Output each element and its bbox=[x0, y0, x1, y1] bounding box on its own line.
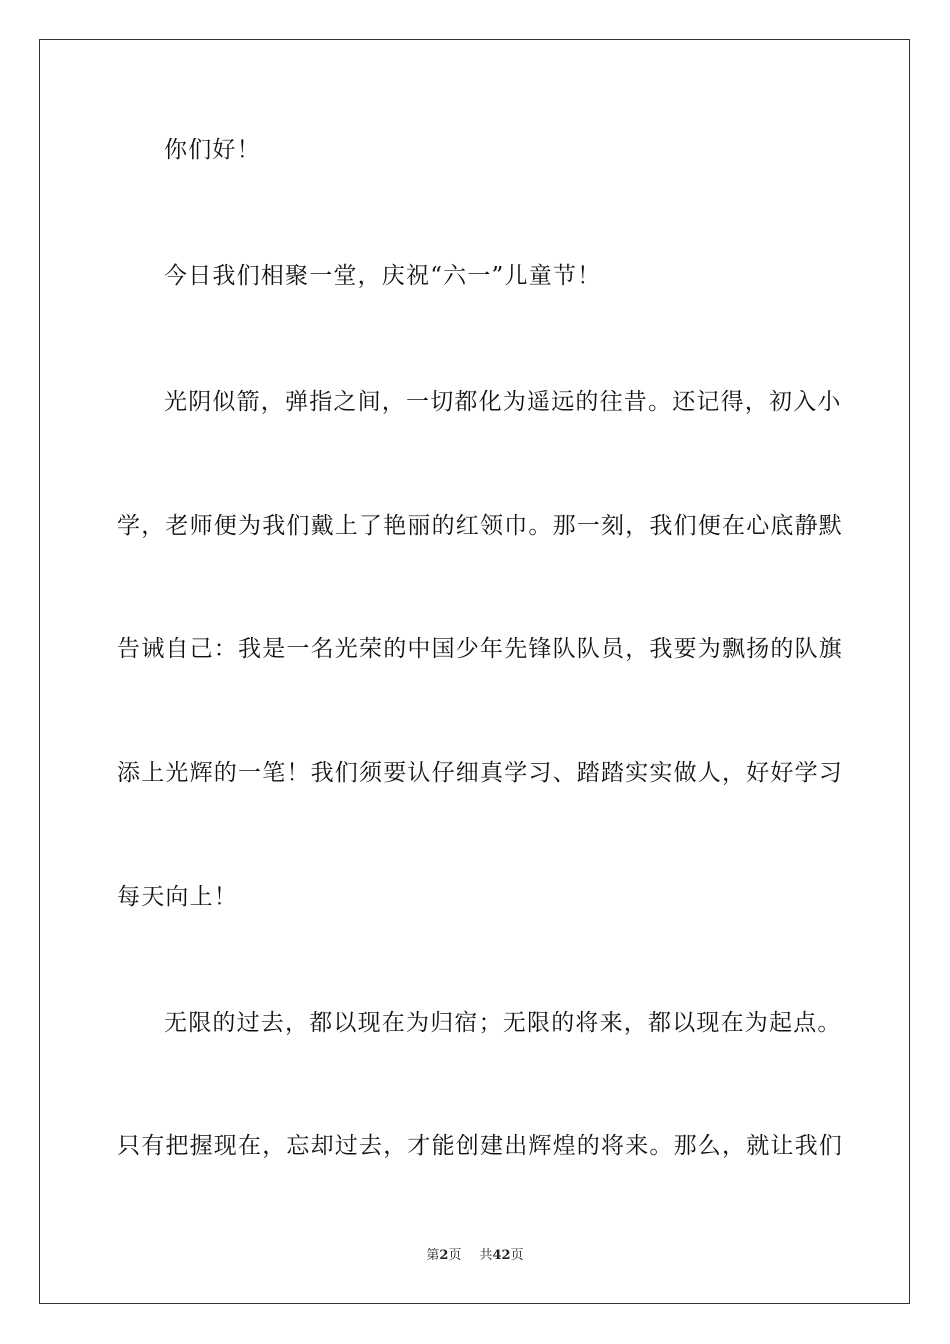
paragraph-line: 无限的过去，都以现在为归宿；无限的将来，都以现在为起点。 bbox=[164, 1010, 842, 1036]
page-border bbox=[39, 39, 910, 1304]
paragraph-line: 每天向上！ bbox=[117, 884, 238, 910]
page-number: 2 bbox=[439, 1248, 449, 1263]
page-footer bbox=[0, 1247, 950, 1265]
page-suffix: 页 bbox=[448, 1248, 462, 1263]
total-suffix: 页 bbox=[510, 1248, 524, 1263]
paragraph-line: 光阴似箭，弹指之间，一切都化为遥远的往昔。还记得，初入小 bbox=[164, 389, 842, 415]
paragraph-line: 添上光辉的一笔！我们须要认仔细真学习、踏踏实实做人，好好学习 bbox=[117, 760, 843, 786]
paragraph-line: 只有把握现在，忘却过去，才能创建出辉煌的将来。那么，就让我们 bbox=[117, 1133, 843, 1159]
paragraph-line: 你们好！ bbox=[164, 137, 261, 163]
paragraph-line: 今日我们相聚一堂，庆祝“六一”儿童节！ bbox=[164, 263, 602, 289]
total-pages: 42 bbox=[492, 1248, 511, 1263]
paragraph-line: 学，老师便为我们戴上了艳丽的红领巾。那一刻，我们便在心底静默 bbox=[117, 513, 843, 539]
paragraph-line: 告诫自己：我是一名光荣的中国少年先锋队队员，我要为飘扬的队旗 bbox=[117, 636, 843, 662]
page-prefix: 第 bbox=[426, 1248, 440, 1263]
total-prefix: 共 bbox=[479, 1248, 493, 1263]
